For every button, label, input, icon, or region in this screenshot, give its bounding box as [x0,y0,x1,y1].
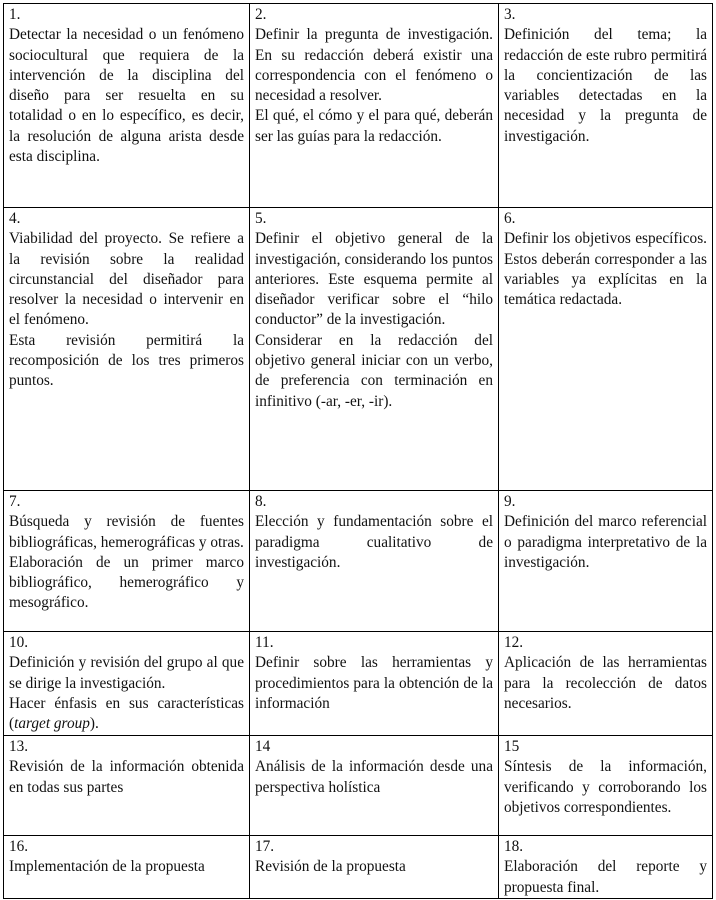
step-number: 5. [255,210,267,227]
step-text: Definición del tema; la redacción de este rubro permitirá la concientización de las variables detectadas en la necesidad y la pregunta de investigación. [504,26,707,145]
step-text: Considerar en la redacción del objetivo general iniciar con un verbo, de preferencia con terminación en infinitivo (-ar, -er, -ir). [255,331,493,410]
step-number: 8. [255,493,267,510]
process-steps-table [3,3,713,899]
step-cell-11 [250,632,499,736]
target-group-term: target group [14,715,90,733]
step-number: 12. [504,634,524,651]
step-number: 11. [255,634,274,651]
step-number: 3. [504,6,516,23]
step-cell-10 [4,632,250,736]
table-row [4,4,713,208]
step-number: 9. [504,493,516,510]
step-cell-8 [250,491,499,632]
step-number: 6. [504,210,516,227]
step-text-part: Hacer énfasis en sus características ( [9,694,244,733]
table-row [4,736,713,836]
step-number: 18. [504,838,524,855]
table-row [4,491,713,632]
step-text: Elección y fundamentación sobre el paradigma cualitativo de investigación. [255,513,493,571]
step-text: Definición y revisión del grupo al que se dirige la investigación. [9,654,244,692]
step-cell-1 [4,4,250,208]
step-text: Definir los objetivos específicos. Estos deberán corresponder a las variables ya explícitas en la temática redactada. [504,230,707,309]
table-row [4,208,713,491]
step-cell-16 [4,836,250,899]
step-cell-3 [499,4,713,208]
step-text: Elaboración del reporte y propuesta final. [504,858,707,896]
step-text: El qué, el cómo y el para qué, deberán ser las guías para la redacción. [255,107,493,145]
step-cell-6 [499,208,713,491]
step-cell-2 [250,4,499,208]
step-number: 1. [9,6,21,23]
step-text: Detectar la necesidad o un fenómeno sociocultural que requiera de la intervención de la disciplina del diseño para ser resuelta en su totalidad o en lo específico, es decir, la resolución de alguna arista desde esta disciplina. [9,26,244,166]
step-text: Síntesis de la información, verificando y corroborando los objetivos correspondientes. [504,758,707,816]
step-number: 4. [9,210,21,227]
step-text: Aplicación de las herramientas para la recolección de datos necesarios. [504,654,707,712]
step-cell-9 [499,491,713,632]
step-text: Definir sobre las herramientas y procedimientos para la obtención de la información [255,654,493,712]
step-text: Definir la pregunta de investigación. En su redacción deberá existir una correspondencia con el fenómeno o necesidad a resolver. [255,26,493,105]
step-text: Revisión de la información obtenida en todas sus partes [9,758,244,796]
step-cell-17 [250,836,499,899]
step-cell-14 [250,736,499,836]
table-row [4,836,713,899]
step-number: 14 [255,738,271,755]
step-text: Implementación de la propuesta [9,858,205,876]
step-number: 2. [255,6,267,23]
step-text: Esta revisión permitirá la recomposición de los tres primeros puntos. [9,331,244,390]
step-text-mixed [9,694,244,735]
step-number: 16. [9,838,29,855]
step-text: Viabilidad del proyecto. Se refiere a la revisión sobre la realidad circunstancial del diseñador para resolver la necesidad o intervenir en el fenómeno. [9,230,244,329]
step-number: 7. [9,493,21,510]
step-number: 15 [504,738,520,755]
step-cell-13 [4,736,250,836]
step-cell-5 [250,208,499,491]
step-number: 10. [9,634,29,651]
step-text: Elaboración de un primer marco bibliográfico, hemerográfico y mesográfico. [9,553,244,612]
step-text-part: ). [89,715,99,733]
step-text: Revisión de la propuesta [255,858,406,876]
step-number: 17. [255,838,275,855]
step-cell-18 [499,836,713,899]
step-cell-4 [4,208,250,491]
step-text: Búsqueda y revisión de fuentes bibliográficas, hemerográficas y otras. [9,513,244,551]
step-text: Análisis de la información desde una perspectiva holística [255,758,493,796]
step-cell-7 [4,491,250,632]
step-text: Definición del marco referencial o paradigma interpretativo de la investigación. [504,513,707,571]
step-number: 13. [9,738,29,755]
step-text: Definir el objetivo general de la investigación, considerando los puntos anteriores. Este esquema permite al diseñador verificar sobre el “hilo conductor” de la investigación. [255,230,493,329]
table-row [4,632,713,736]
step-cell-12 [499,632,713,736]
step-cell-15 [499,736,713,836]
